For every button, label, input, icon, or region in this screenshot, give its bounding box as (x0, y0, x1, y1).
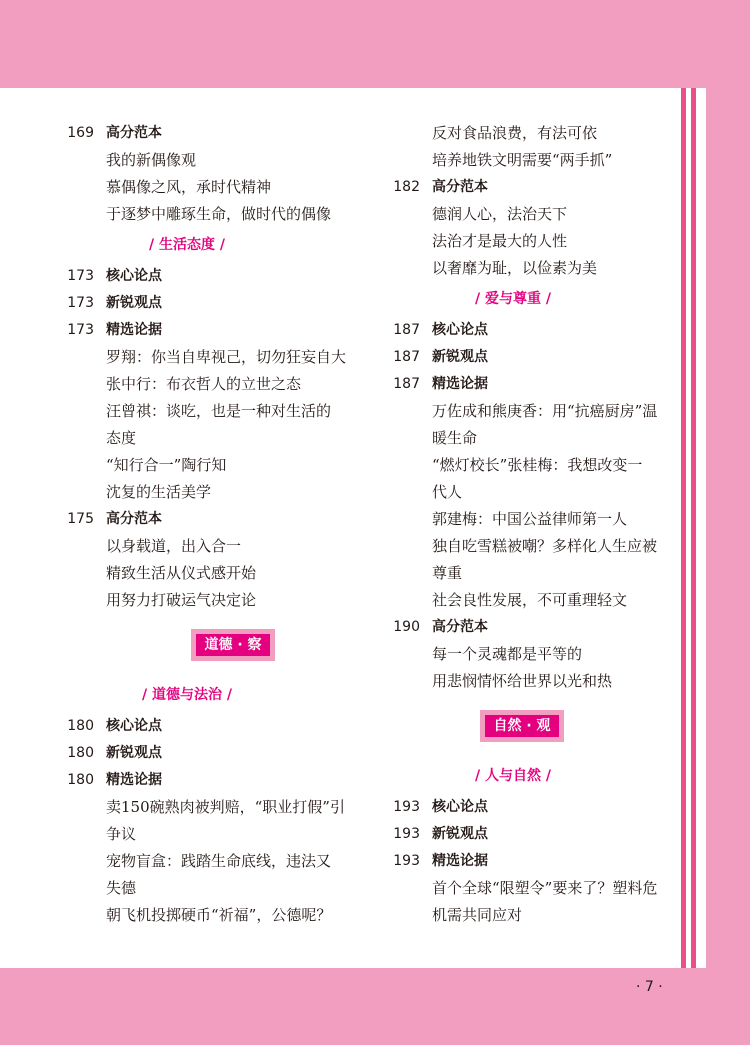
toc-entry-title: 核心论点 (106, 268, 162, 284)
toc-entry-title: 新锐观点 (106, 295, 162, 311)
toc-group (378, 794, 658, 929)
toc-entry (52, 263, 322, 290)
page-number: · 7 · (636, 979, 663, 995)
toc-group (378, 120, 648, 282)
toc-entry-title: “燃灯校长”张桂梅：我想改变一 (432, 456, 643, 474)
toc-entry (52, 317, 322, 344)
subsection-heading-morality-law: / 道德与法治 / (142, 687, 232, 703)
toc-right-column (378, 120, 658, 929)
toc-entry-title: 新锐观点 (432, 826, 488, 842)
toc-entry-title: 于逐梦中雕琢生命，做时代的偶像 (106, 205, 332, 223)
toc-entry (52, 344, 347, 371)
toc-entry (52, 560, 322, 587)
toc-page-number: 173 (67, 295, 94, 311)
toc-entry-title: 精选论据 (432, 853, 488, 869)
toc-entry-title: 慕偶像之风，承时代精神 (106, 178, 272, 196)
toc-entry (52, 425, 322, 452)
toc-entry (52, 875, 322, 902)
toc-entry (52, 713, 322, 740)
toc-entry (378, 848, 648, 875)
toc-entry (52, 794, 345, 821)
section-title: 道德 · 察 (196, 634, 270, 656)
toc-entry-title: 郭建梅：中国公益律师第一人 (432, 510, 628, 528)
toc-entry-title: 高分范本 (432, 619, 488, 635)
toc-entry-title: 培养地铁文明需要“两手抓” (432, 151, 613, 169)
toc-page-number: 180 (67, 745, 94, 761)
toc-entry-title: 以奢靡为耻，以俭素为美 (432, 259, 598, 277)
section-title: 自然 · 观 (485, 715, 559, 737)
toc-entry (52, 120, 322, 147)
toc-entry-title: 精选论据 (106, 772, 162, 788)
toc-entry (52, 902, 332, 929)
toc-entry (52, 398, 332, 425)
toc-page-number: 187 (393, 349, 420, 365)
toc-entry (378, 668, 648, 695)
toc-page-number: 180 (67, 718, 94, 734)
toc-entry (378, 255, 648, 282)
toc-entry-title: 沈复的生活美学 (106, 483, 212, 501)
toc-entry (378, 479, 648, 506)
toc-entry (378, 201, 648, 228)
toc-entry-title: 我的新偶像观 (106, 151, 197, 169)
toc-entry (52, 767, 322, 794)
toc-page-number: 187 (393, 322, 420, 338)
toc-entry-title: 汪曾祺：谈吃，也是一种对生活的 (106, 402, 332, 420)
toc-entry-title: 法治才是最大的人性 (432, 232, 568, 250)
subsection-heading-life-attitude: / 生活态度 / (149, 237, 225, 253)
toc-entry-title: 核心论点 (106, 718, 162, 734)
toc-entry (378, 452, 648, 479)
toc-entry-title: 核心论点 (432, 322, 488, 338)
toc-page-number: 173 (67, 268, 94, 284)
toc-entry-title: 用悲悯情怀给世界以光和热 (432, 672, 613, 690)
toc-entry (378, 344, 648, 371)
toc-entry-title: 用努力打破运气决定论 (106, 591, 257, 609)
toc-entry-title: 高分范本 (106, 125, 162, 141)
toc-entry (52, 533, 322, 560)
toc-entry (52, 452, 322, 479)
toc-entry-title: 朝飞机投掷硬币“祈福”，公德呢？ (106, 906, 332, 924)
toc-entry-title: 宠物盲盒：践踏生命底线，违法又 (106, 852, 332, 870)
toc-entry (378, 587, 648, 614)
toc-entry (378, 317, 648, 344)
subsection-heading-human-nature: / 人与自然 / (475, 768, 551, 784)
toc-entry-title: 罗翔：你当自卑视己，切勿狂妄自大 (106, 348, 347, 366)
toc-entry (52, 821, 322, 848)
section-banner-morality (52, 614, 322, 678)
toc-entry (52, 506, 322, 533)
toc-entry (52, 587, 322, 614)
page-sheet (0, 88, 706, 968)
toc-entry-title: 首个全球“限塑令”要来了？塑料危 (432, 879, 658, 897)
toc-page-number: 190 (393, 619, 420, 635)
toc-entry-title: “知行合一”陶行知 (106, 456, 227, 474)
toc-entry-title: 新锐观点 (106, 745, 162, 761)
toc-page-number: 175 (67, 511, 94, 527)
toc-entry (378, 533, 658, 560)
toc-entry (378, 147, 648, 174)
toc-entry (378, 560, 648, 587)
toc-entry (378, 174, 648, 201)
toc-entry-title: 代人 (432, 483, 463, 501)
toc-entry-title: 新锐观点 (432, 349, 488, 365)
section-banner-nature (378, 695, 648, 759)
toc-entry (52, 740, 322, 767)
toc-entry-title: 精选论据 (106, 322, 162, 338)
toc-entry-title: 独自吃雪糕被嘲？多样化人生应被 (432, 537, 658, 555)
toc-entry (378, 506, 648, 533)
toc-entry-title: 暖生命 (432, 429, 478, 447)
toc-entry-title: 社会良性发展，不可重理轻文 (432, 591, 628, 609)
toc-entry-title: 精选论据 (432, 376, 488, 392)
toc-entry (378, 425, 648, 452)
toc-entry-title: 每一个灵魂都是平等的 (432, 645, 583, 663)
toc-entry (378, 821, 648, 848)
toc-entry-title: 以身载道，出入合一 (106, 537, 242, 555)
toc-entry-title: 机需共同应对 (432, 906, 523, 924)
toc-entry-title: 卖150碗熟肉被判赔，“职业打假”引 (106, 798, 345, 816)
toc-page-number: 193 (393, 799, 420, 815)
toc-entry (52, 174, 322, 201)
toc-entry-title: 万佐成和熊庚香：用“抗癌厨房”温 (432, 402, 658, 420)
toc-entry-title: 张中行：布衣哲人的立世之态 (106, 375, 302, 393)
toc-page-number: 187 (393, 376, 420, 392)
toc-entry (52, 848, 332, 875)
toc-entry-title: 反对食品浪费，有法可依 (432, 124, 598, 142)
toc-page-number: 173 (67, 322, 94, 338)
toc-page-number: 182 (393, 179, 420, 195)
toc-entry (378, 398, 658, 425)
toc-entry (52, 479, 322, 506)
toc-entry-title: 高分范本 (432, 179, 488, 195)
toc-entry-title: 核心论点 (432, 799, 488, 815)
toc-page-number: 169 (67, 125, 94, 141)
toc-left-column (52, 120, 347, 929)
toc-entry (378, 371, 648, 398)
toc-entry-title: 失德 (106, 879, 137, 897)
decorative-rule (681, 88, 686, 968)
decorative-rule (691, 88, 696, 968)
toc-entry (52, 147, 322, 174)
toc-group (378, 317, 658, 695)
toc-entry (378, 228, 648, 255)
toc-entry (52, 290, 322, 317)
toc-group (52, 713, 345, 929)
toc-group (52, 263, 347, 614)
toc-entry-title: 争议 (106, 825, 137, 843)
toc-page-number: 193 (393, 853, 420, 869)
toc-entry (378, 120, 648, 147)
toc-page-number: 180 (67, 772, 94, 788)
toc-entry (378, 614, 648, 641)
toc-entry (378, 794, 648, 821)
toc-entry-title: 高分范本 (106, 511, 162, 527)
toc-entry-title: 态度 (106, 429, 137, 447)
toc-entry-title: 精致生活从仪式感开始 (106, 564, 257, 582)
toc-entry (378, 875, 658, 902)
toc-page-number: 193 (393, 826, 420, 842)
subsection-heading-love-respect: / 爱与尊重 / (475, 291, 551, 307)
toc-entry-title: 德润人心，法治天下 (432, 205, 568, 223)
toc-group (52, 120, 332, 228)
toc-entry (378, 902, 648, 929)
toc-entry (52, 201, 332, 228)
toc-entry (378, 641, 648, 668)
toc-entry-title: 尊重 (432, 564, 463, 582)
toc-entry (52, 371, 322, 398)
